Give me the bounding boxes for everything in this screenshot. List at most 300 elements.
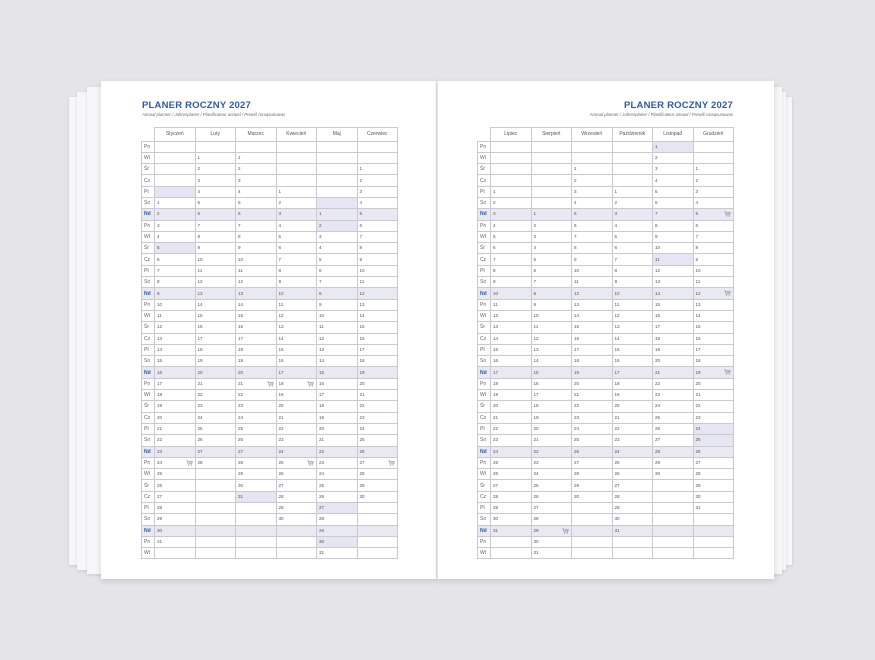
day-cell[interactable]: [155, 254, 196, 265]
day-cell[interactable]: [653, 220, 694, 231]
day-cell[interactable]: [693, 220, 734, 231]
day-cell[interactable]: [236, 525, 277, 536]
day-cell[interactable]: [195, 548, 236, 559]
day-cell[interactable]: [572, 288, 613, 299]
day-cell[interactable]: [572, 401, 613, 412]
day-cell[interactable]: [276, 141, 317, 152]
day-cell[interactable]: [155, 423, 196, 434]
day-cell[interactable]: [357, 412, 398, 423]
day-cell[interactable]: [531, 514, 572, 525]
day-cell[interactable]: [155, 197, 196, 208]
day-cell[interactable]: [236, 446, 277, 457]
day-cell[interactable]: [155, 367, 196, 378]
day-cell[interactable]: [693, 536, 734, 547]
day-cell[interactable]: [572, 548, 613, 559]
day-cell[interactable]: [155, 356, 196, 367]
day-cell[interactable]: [531, 469, 572, 480]
day-cell[interactable]: [531, 141, 572, 152]
day-cell[interactable]: [155, 152, 196, 163]
day-cell[interactable]: [155, 164, 196, 175]
day-cell[interactable]: [195, 401, 236, 412]
day-cell[interactable]: [491, 152, 532, 163]
day-cell[interactable]: [572, 209, 613, 220]
day-cell[interactable]: [276, 536, 317, 547]
day-cell[interactable]: [276, 435, 317, 446]
day-cell[interactable]: [155, 457, 196, 468]
day-cell[interactable]: [276, 390, 317, 401]
day-cell[interactable]: [155, 288, 196, 299]
day-cell[interactable]: [491, 503, 532, 514]
day-cell[interactable]: [612, 220, 653, 231]
day-cell[interactable]: [531, 231, 572, 242]
day-cell[interactable]: [653, 265, 694, 276]
day-cell[interactable]: [195, 525, 236, 536]
day-cell[interactable]: [653, 503, 694, 514]
day-cell[interactable]: [612, 344, 653, 355]
day-cell[interactable]: [572, 277, 613, 288]
day-cell[interactable]: [612, 197, 653, 208]
day-cell[interactable]: [236, 457, 277, 468]
day-cell[interactable]: [693, 209, 734, 220]
day-cell[interactable]: [572, 254, 613, 265]
day-cell[interactable]: [612, 435, 653, 446]
day-cell[interactable]: [491, 469, 532, 480]
day-cell[interactable]: [195, 514, 236, 525]
day-cell[interactable]: [155, 220, 196, 231]
day-cell[interactable]: [572, 457, 613, 468]
day-cell[interactable]: [155, 548, 196, 559]
day-cell[interactable]: [693, 378, 734, 389]
day-cell[interactable]: [612, 536, 653, 547]
day-cell[interactable]: [612, 299, 653, 310]
day-cell[interactable]: [236, 469, 277, 480]
day-cell[interactable]: [653, 548, 694, 559]
day-cell[interactable]: [653, 457, 694, 468]
day-cell[interactable]: [693, 288, 734, 299]
day-cell[interactable]: [653, 299, 694, 310]
day-cell[interactable]: [531, 322, 572, 333]
day-cell[interactable]: [491, 277, 532, 288]
day-cell[interactable]: [693, 231, 734, 242]
day-cell[interactable]: [317, 152, 358, 163]
day-cell[interactable]: [276, 344, 317, 355]
day-cell[interactable]: [531, 220, 572, 231]
day-cell[interactable]: [572, 220, 613, 231]
day-cell[interactable]: [317, 310, 358, 321]
day-cell[interactable]: [531, 480, 572, 491]
day-cell[interactable]: [357, 457, 398, 468]
day-cell[interactable]: [357, 435, 398, 446]
day-cell[interactable]: [531, 265, 572, 276]
day-cell[interactable]: [531, 457, 572, 468]
day-cell[interactable]: [276, 503, 317, 514]
day-cell[interactable]: [276, 265, 317, 276]
day-cell[interactable]: [612, 356, 653, 367]
day-cell[interactable]: [155, 503, 196, 514]
day-cell[interactable]: [653, 288, 694, 299]
day-cell[interactable]: [612, 175, 653, 186]
day-cell[interactable]: [317, 491, 358, 502]
day-cell[interactable]: [357, 491, 398, 502]
day-cell[interactable]: [236, 243, 277, 254]
day-cell[interactable]: [236, 491, 277, 502]
day-cell[interactable]: [572, 503, 613, 514]
day-cell[interactable]: [276, 423, 317, 434]
day-cell[interactable]: [653, 536, 694, 547]
day-cell[interactable]: [195, 277, 236, 288]
day-cell[interactable]: [317, 503, 358, 514]
day-cell[interactable]: [693, 197, 734, 208]
day-cell[interactable]: [195, 367, 236, 378]
day-cell[interactable]: [155, 243, 196, 254]
day-cell[interactable]: [653, 469, 694, 480]
day-cell[interactable]: [317, 299, 358, 310]
day-cell[interactable]: [491, 186, 532, 197]
day-cell[interactable]: [612, 152, 653, 163]
day-cell[interactable]: [155, 186, 196, 197]
day-cell[interactable]: [653, 435, 694, 446]
day-cell[interactable]: [572, 367, 613, 378]
day-cell[interactable]: [155, 322, 196, 333]
day-cell[interactable]: [491, 356, 532, 367]
day-cell[interactable]: [531, 435, 572, 446]
day-cell[interactable]: [653, 446, 694, 457]
day-cell[interactable]: [317, 423, 358, 434]
day-cell[interactable]: [195, 197, 236, 208]
day-cell[interactable]: [317, 536, 358, 547]
day-cell[interactable]: [195, 333, 236, 344]
day-cell[interactable]: [357, 503, 398, 514]
day-cell[interactable]: [653, 164, 694, 175]
day-cell[interactable]: [357, 175, 398, 186]
day-cell[interactable]: [491, 457, 532, 468]
day-cell[interactable]: [317, 265, 358, 276]
day-cell[interactable]: [317, 356, 358, 367]
day-cell[interactable]: [612, 378, 653, 389]
day-cell[interactable]: [195, 209, 236, 220]
day-cell[interactable]: [653, 310, 694, 321]
day-cell[interactable]: [236, 333, 277, 344]
day-cell[interactable]: [693, 480, 734, 491]
day-cell[interactable]: [531, 243, 572, 254]
day-cell[interactable]: [317, 288, 358, 299]
day-cell[interactable]: [653, 152, 694, 163]
day-cell[interactable]: [531, 310, 572, 321]
day-cell[interactable]: [357, 469, 398, 480]
day-cell[interactable]: [491, 536, 532, 547]
day-cell[interactable]: [531, 503, 572, 514]
day-cell[interactable]: [653, 197, 694, 208]
day-cell[interactable]: [317, 446, 358, 457]
day-cell[interactable]: [236, 288, 277, 299]
day-cell[interactable]: [357, 288, 398, 299]
day-cell[interactable]: [276, 491, 317, 502]
day-cell[interactable]: [612, 310, 653, 321]
day-cell[interactable]: [491, 378, 532, 389]
day-cell[interactable]: [357, 209, 398, 220]
day-cell[interactable]: [155, 277, 196, 288]
day-cell[interactable]: [317, 548, 358, 559]
day-cell[interactable]: [572, 243, 613, 254]
day-cell[interactable]: [357, 220, 398, 231]
day-cell[interactable]: [693, 277, 734, 288]
day-cell[interactable]: [693, 491, 734, 502]
day-cell[interactable]: [653, 367, 694, 378]
day-cell[interactable]: [531, 446, 572, 457]
day-cell[interactable]: [531, 277, 572, 288]
day-cell[interactable]: [531, 197, 572, 208]
day-cell[interactable]: [693, 525, 734, 536]
day-cell[interactable]: [276, 152, 317, 163]
day-cell[interactable]: [276, 469, 317, 480]
day-cell[interactable]: [276, 525, 317, 536]
day-cell[interactable]: [195, 491, 236, 502]
day-cell[interactable]: [531, 401, 572, 412]
day-cell[interactable]: [236, 412, 277, 423]
day-cell[interactable]: [531, 288, 572, 299]
day-cell[interactable]: [236, 265, 277, 276]
day-cell[interactable]: [236, 536, 277, 547]
day-cell[interactable]: [572, 141, 613, 152]
day-cell[interactable]: [276, 356, 317, 367]
day-cell[interactable]: [653, 322, 694, 333]
day-cell[interactable]: [612, 333, 653, 344]
day-cell[interactable]: [276, 322, 317, 333]
day-cell[interactable]: [195, 423, 236, 434]
day-cell[interactable]: [612, 243, 653, 254]
day-cell[interactable]: [491, 164, 532, 175]
day-cell[interactable]: [357, 333, 398, 344]
day-cell[interactable]: [195, 141, 236, 152]
day-cell[interactable]: [195, 322, 236, 333]
day-cell[interactable]: [276, 412, 317, 423]
day-cell[interactable]: [317, 514, 358, 525]
day-cell[interactable]: [531, 209, 572, 220]
day-cell[interactable]: [572, 310, 613, 321]
day-cell[interactable]: [572, 514, 613, 525]
day-cell[interactable]: [357, 254, 398, 265]
day-cell[interactable]: [572, 469, 613, 480]
day-cell[interactable]: [276, 446, 317, 457]
day-cell[interactable]: [195, 503, 236, 514]
day-cell[interactable]: [317, 480, 358, 491]
day-cell[interactable]: [653, 344, 694, 355]
day-cell[interactable]: [357, 390, 398, 401]
day-cell[interactable]: [653, 480, 694, 491]
day-cell[interactable]: [612, 231, 653, 242]
day-cell[interactable]: [236, 390, 277, 401]
day-cell[interactable]: [612, 288, 653, 299]
day-cell[interactable]: [491, 197, 532, 208]
day-cell[interactable]: [693, 333, 734, 344]
day-cell[interactable]: [357, 322, 398, 333]
day-cell[interactable]: [653, 390, 694, 401]
day-cell[interactable]: [195, 446, 236, 457]
day-cell[interactable]: [276, 254, 317, 265]
day-cell[interactable]: [276, 367, 317, 378]
day-cell[interactable]: [612, 186, 653, 197]
day-cell[interactable]: [572, 197, 613, 208]
day-cell[interactable]: [155, 401, 196, 412]
day-cell[interactable]: [491, 446, 532, 457]
day-cell[interactable]: [276, 175, 317, 186]
day-cell[interactable]: [357, 197, 398, 208]
day-cell[interactable]: [491, 367, 532, 378]
day-cell[interactable]: [693, 390, 734, 401]
day-cell[interactable]: [236, 367, 277, 378]
day-cell[interactable]: [531, 175, 572, 186]
day-cell[interactable]: [317, 333, 358, 344]
day-cell[interactable]: [693, 141, 734, 152]
day-cell[interactable]: [317, 186, 358, 197]
day-cell[interactable]: [612, 514, 653, 525]
day-cell[interactable]: [612, 322, 653, 333]
day-cell[interactable]: [572, 164, 613, 175]
day-cell[interactable]: [195, 310, 236, 321]
day-cell[interactable]: [653, 254, 694, 265]
day-cell[interactable]: [236, 209, 277, 220]
day-cell[interactable]: [236, 514, 277, 525]
day-cell[interactable]: [155, 344, 196, 355]
day-cell[interactable]: [276, 480, 317, 491]
day-cell[interactable]: [653, 333, 694, 344]
day-cell[interactable]: [491, 480, 532, 491]
day-cell[interactable]: [155, 333, 196, 344]
day-cell[interactable]: [612, 548, 653, 559]
day-cell[interactable]: [236, 186, 277, 197]
day-cell[interactable]: [653, 186, 694, 197]
day-cell[interactable]: [693, 344, 734, 355]
day-cell[interactable]: [195, 243, 236, 254]
day-cell[interactable]: [317, 469, 358, 480]
day-cell[interactable]: [195, 175, 236, 186]
day-cell[interactable]: [195, 378, 236, 389]
day-cell[interactable]: [195, 356, 236, 367]
day-cell[interactable]: [653, 491, 694, 502]
day-cell[interactable]: [693, 322, 734, 333]
day-cell[interactable]: [236, 164, 277, 175]
day-cell[interactable]: [276, 401, 317, 412]
day-cell[interactable]: [653, 243, 694, 254]
day-cell[interactable]: [531, 333, 572, 344]
day-cell[interactable]: [195, 288, 236, 299]
day-cell[interactable]: [491, 254, 532, 265]
day-cell[interactable]: [491, 401, 532, 412]
day-cell[interactable]: [195, 152, 236, 163]
day-cell[interactable]: [236, 423, 277, 434]
day-cell[interactable]: [531, 254, 572, 265]
day-cell[interactable]: [693, 401, 734, 412]
day-cell[interactable]: [195, 412, 236, 423]
day-cell[interactable]: [357, 344, 398, 355]
day-cell[interactable]: [572, 412, 613, 423]
day-cell[interactable]: [276, 299, 317, 310]
day-cell[interactable]: [653, 175, 694, 186]
day-cell[interactable]: [693, 367, 734, 378]
day-cell[interactable]: [572, 186, 613, 197]
day-cell[interactable]: [357, 310, 398, 321]
day-cell[interactable]: [531, 367, 572, 378]
day-cell[interactable]: [276, 378, 317, 389]
day-cell[interactable]: [653, 378, 694, 389]
day-cell[interactable]: [653, 423, 694, 434]
day-cell[interactable]: [612, 480, 653, 491]
day-cell[interactable]: [317, 197, 358, 208]
day-cell[interactable]: [317, 141, 358, 152]
day-cell[interactable]: [572, 322, 613, 333]
day-cell[interactable]: [357, 536, 398, 547]
day-cell[interactable]: [155, 491, 196, 502]
day-cell[interactable]: [693, 356, 734, 367]
day-cell[interactable]: [693, 243, 734, 254]
day-cell[interactable]: [531, 536, 572, 547]
day-cell[interactable]: [317, 231, 358, 242]
day-cell[interactable]: [572, 356, 613, 367]
day-cell[interactable]: [572, 344, 613, 355]
day-cell[interactable]: [236, 231, 277, 242]
day-cell[interactable]: [612, 446, 653, 457]
day-cell[interactable]: [236, 435, 277, 446]
day-cell[interactable]: [236, 322, 277, 333]
day-cell[interactable]: [572, 525, 613, 536]
day-cell[interactable]: [155, 231, 196, 242]
day-cell[interactable]: [357, 141, 398, 152]
day-cell[interactable]: [612, 412, 653, 423]
day-cell[interactable]: [653, 412, 694, 423]
day-cell[interactable]: [357, 446, 398, 457]
day-cell[interactable]: [572, 333, 613, 344]
day-cell[interactable]: [653, 525, 694, 536]
day-cell[interactable]: [195, 265, 236, 276]
day-cell[interactable]: [653, 356, 694, 367]
day-cell[interactable]: [195, 344, 236, 355]
day-cell[interactable]: [612, 164, 653, 175]
day-cell[interactable]: [317, 390, 358, 401]
day-cell[interactable]: [195, 536, 236, 547]
day-cell[interactable]: [491, 243, 532, 254]
day-cell[interactable]: [491, 390, 532, 401]
day-cell[interactable]: [612, 141, 653, 152]
day-cell[interactable]: [317, 435, 358, 446]
day-cell[interactable]: [195, 435, 236, 446]
day-cell[interactable]: [236, 503, 277, 514]
day-cell[interactable]: [195, 480, 236, 491]
day-cell[interactable]: [612, 491, 653, 502]
day-cell[interactable]: [195, 469, 236, 480]
day-cell[interactable]: [572, 390, 613, 401]
day-cell[interactable]: [693, 503, 734, 514]
day-cell[interactable]: [612, 277, 653, 288]
day-cell[interactable]: [693, 548, 734, 559]
day-cell[interactable]: [236, 152, 277, 163]
day-cell[interactable]: [317, 412, 358, 423]
day-cell[interactable]: [693, 152, 734, 163]
day-cell[interactable]: [276, 231, 317, 242]
day-cell[interactable]: [317, 525, 358, 536]
day-cell[interactable]: [357, 231, 398, 242]
day-cell[interactable]: [612, 469, 653, 480]
day-cell[interactable]: [357, 356, 398, 367]
day-cell[interactable]: [276, 186, 317, 197]
day-cell[interactable]: [357, 164, 398, 175]
day-cell[interactable]: [155, 446, 196, 457]
day-cell[interactable]: [531, 525, 572, 536]
day-cell[interactable]: [276, 457, 317, 468]
day-cell[interactable]: [357, 525, 398, 536]
day-cell[interactable]: [693, 254, 734, 265]
day-cell[interactable]: [357, 243, 398, 254]
day-cell[interactable]: [531, 356, 572, 367]
